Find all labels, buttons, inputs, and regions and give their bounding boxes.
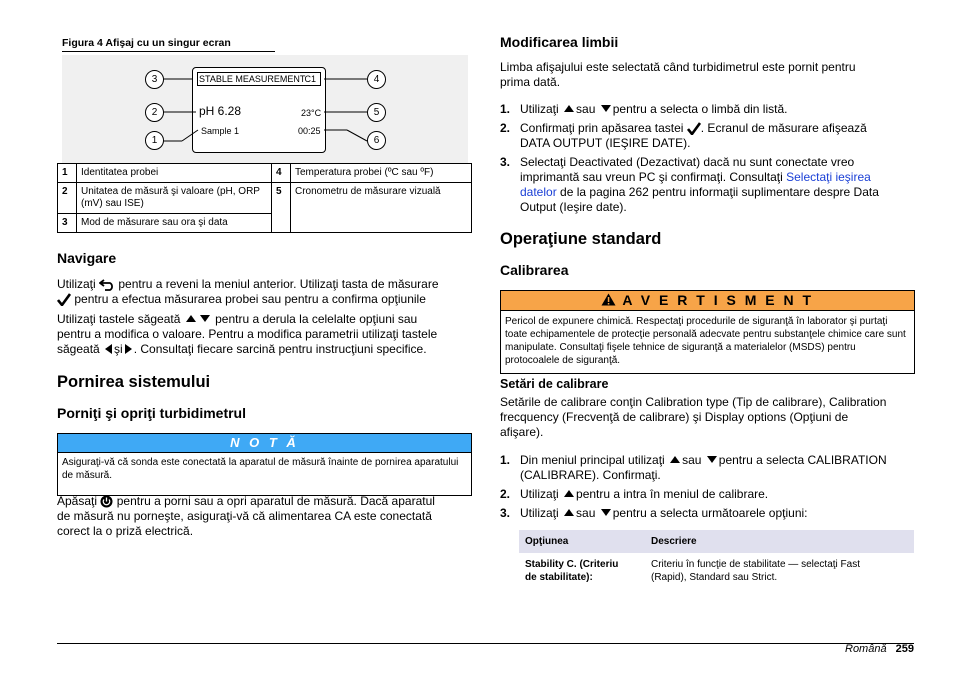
step-number: 3. [500, 155, 511, 169]
legend-table [57, 163, 472, 233]
warning-body: Pericol de expunere chimică. Respectaţi procedurile de siguranţă în laborator şi purtaţi toate echipamentele de protecţie personală adecvate pentru substanţele chimice care sunt manipulate. Consultaţi fişele tehnice de siguranţă a materialelor (MSDS) pentru protocoalele de siguranţă. [500, 311, 915, 374]
legend-text: Temperatura probei (ºC sau ºF) [291, 164, 472, 183]
nav-text: şi [114, 342, 123, 356]
lang-text: Confirmaţi prin apăsarea tastei [520, 121, 684, 135]
start-subheading: Porniţi şi opriţi turbidimetrul [57, 405, 246, 421]
figure-panel [62, 55, 468, 163]
option-name-line: de stabilitate): [525, 572, 593, 583]
arrow-right-icon [125, 344, 132, 354]
caption-rule [62, 51, 275, 52]
nav-text: Utilizaţi [57, 277, 96, 291]
lcd-temp: 23°C [301, 108, 322, 118]
nav-paragraph-1 [57, 277, 477, 307]
arrow-up-icon [564, 105, 574, 112]
option-desc [645, 553, 914, 589]
legend-row [58, 183, 472, 214]
lang-text: sau [576, 102, 596, 116]
calib-step-1 [500, 453, 920, 483]
callout-3: 3 [145, 70, 164, 89]
lang-text: . Ecranul de măsurare afişează [700, 121, 867, 135]
nav-text: pentru a efectua măsurarea probei sau pentru a confirma opţiunile [74, 292, 426, 306]
link-data-output[interactable]: Selectaţi ieşirea [786, 170, 871, 184]
options-header-option: Opţiunea [519, 530, 645, 553]
nav-text: pentru a modifica o valoare. Pentru a modifica parametrii utilizaţi tastele [57, 327, 438, 341]
option-name [519, 553, 645, 589]
op-heading: Operaţiune standard [500, 230, 662, 248]
checkmark-icon [57, 293, 71, 306]
legend-row [58, 164, 472, 183]
figure-caption: Figura 4 Afişaj cu un singur ecran [62, 37, 231, 49]
step-number: 1. [500, 102, 511, 116]
link-data-output-cont[interactable]: datelor [520, 185, 557, 199]
footer [845, 643, 914, 656]
options-header-row [519, 530, 914, 553]
page-number: 259 [895, 643, 914, 655]
arrow-up-icon [564, 490, 574, 497]
legend-text: Unitatea de măsură şi valoare (pH, ORP (mV) sau ISE) [77, 183, 272, 214]
callout-4: 4 [367, 70, 386, 89]
settings-paragraph [500, 395, 920, 440]
nav-text: Utilizaţi tastele săgeată [57, 312, 181, 326]
lcd-timer: 00:25 [298, 126, 321, 136]
lang-step-2 [500, 121, 920, 151]
lang-step-3 [500, 155, 920, 215]
lang-text: Utilizaţi [520, 102, 559, 116]
settings-text: afişare). [500, 425, 544, 439]
arrow-down-icon [707, 456, 717, 463]
arrow-down-icon [601, 105, 611, 112]
start-text: de măsură nu porneşte, asiguraţi-vă că alimentarea CA este conectată [57, 509, 432, 523]
lang-text: DATA OUTPUT (IEŞIRE DATE). [520, 136, 691, 150]
calib-text: Utilizaţi [520, 506, 559, 520]
warning-label: A V E R T I S M E N T [622, 292, 814, 308]
calib-text: Din meniul principal utilizaţi [520, 453, 665, 467]
lang-heading: Modificarea limbii [500, 34, 619, 50]
step-number: 3. [500, 506, 511, 520]
arrow-down-icon [601, 509, 611, 516]
nav-text: pentru a reveni la meniul anterior. Utilizaţi tasta de măsurare [118, 277, 439, 291]
nav-text: pentru a derula la celelalte opţiuni sau [215, 312, 418, 326]
legend-text: Identitatea probei [77, 164, 272, 183]
calib-text: sau [682, 453, 702, 467]
lang-text: Output (Ieşire date). [520, 200, 627, 214]
step-number: 1. [500, 453, 511, 467]
nav-text: săgeată [57, 342, 100, 356]
lang-text: Limba afişajului este selectată când turbidimetrul este pornit pentru [500, 60, 856, 74]
legend-text: Mod de măsurare sau ora şi data [77, 214, 272, 233]
settings-text: frecquency (Frecvenţă de calibrare) şi Display options (Opţiuni de [500, 410, 849, 424]
power-icon [100, 495, 113, 508]
calib-text: (CALIBRARE). Confirmaţi. [520, 468, 661, 482]
checkmark-icon [687, 122, 701, 135]
nota-body: Asiguraţi-vă că sonda este conectată la aparatul de măsură înainte de pornirea aparatului de măsură. [57, 453, 472, 496]
start-paragraph [57, 494, 477, 539]
calib-text: pentru a selecta următoarele opţiuni: [612, 506, 808, 520]
legend-num: 2 [58, 183, 77, 214]
table-row [519, 553, 914, 589]
option-desc-line: Criteriu în funcţie de stabilitate — selectaţi Fast [651, 559, 860, 570]
lang-step-1 [500, 102, 920, 117]
lcd-channel: C1 [304, 74, 316, 84]
calib-text: sau [576, 506, 596, 520]
nav-text: . Consultaţi fiecare sarcină pentru instrucţiuni specifice. [133, 342, 427, 356]
lang-text: imprimantă sau vreun PC şi confirmaţi. Consultaţi [520, 170, 783, 184]
options-table [519, 530, 914, 589]
option-name-line: Stability C. (Criteriu [525, 559, 619, 570]
options-header-desc: Descriere [645, 530, 914, 553]
warning-header [500, 290, 915, 311]
arrow-up-icon [670, 456, 680, 463]
lang-text: de la pagina 262 pentru informaţii suplimentare despre Data [560, 185, 879, 199]
warning-icon [601, 293, 616, 306]
callout-leaders [62, 55, 468, 163]
calib-text: Utilizaţi [520, 487, 559, 501]
calib-text: pentru a selecta CALIBRATION [718, 453, 887, 467]
start-text: pentru a porni sau a opri aparatul de măsură. Dacă aparatul [116, 494, 435, 508]
legend-num: 1 [58, 164, 77, 183]
step-number: 2. [500, 121, 511, 135]
settings-text: Setările de calibrare conţin Calibration type (Tip de calibrare), Calibration [500, 395, 887, 409]
lcd-sample: Sample 1 [201, 126, 240, 136]
lcd-value: pH 6.28 [199, 104, 242, 118]
arrow-up-icon [564, 509, 574, 516]
callout-5: 5 [367, 103, 386, 122]
start-text: Apăsaţi [57, 494, 98, 508]
lang-text: pentru a selecta o limbă din listă. [612, 102, 788, 116]
footer-language: Română [845, 643, 887, 655]
calib-heading: Calibrarea [500, 262, 569, 278]
arrow-left-icon [105, 344, 112, 354]
callout-2: 2 [145, 103, 164, 122]
footer-rule [57, 643, 914, 644]
nav-heading: Navigare [57, 250, 117, 266]
legend-num: 3 [58, 214, 77, 233]
start-text: corect la o priză electrică. [57, 524, 194, 538]
lang-text: prima dată. [500, 75, 561, 89]
lcd-header-text: STABLE MEASUREMENT [199, 74, 306, 84]
arrow-up-icon [186, 315, 196, 322]
legend-num: 4 [272, 164, 291, 183]
lang-intro [500, 60, 920, 90]
back-icon [99, 279, 115, 291]
callout-6: 6 [367, 131, 386, 150]
calib-step-2 [500, 487, 920, 502]
lang-text: Selectaţi Deactivated (Dezactivat) dacă nu sunt conectate vreo [520, 155, 855, 169]
arrow-down-icon [200, 315, 210, 322]
legend-text: Cronometru de măsurare vizuală [291, 183, 472, 233]
nav-paragraph-2 [57, 312, 477, 357]
settings-heading: Setări de calibrare [500, 377, 609, 391]
calib-text: pentru a intra în meniul de calibrare. [576, 487, 769, 501]
nota-header: N O T Ă [57, 433, 472, 453]
callout-1: 1 [145, 131, 164, 150]
legend-num: 5 [272, 183, 291, 233]
calib-step-3 [500, 506, 920, 521]
option-desc-line: (Rapid), Standard sau Strict. [651, 572, 778, 583]
start-heading: Pornirea sistemului [57, 373, 211, 391]
step-number: 2. [500, 487, 511, 501]
